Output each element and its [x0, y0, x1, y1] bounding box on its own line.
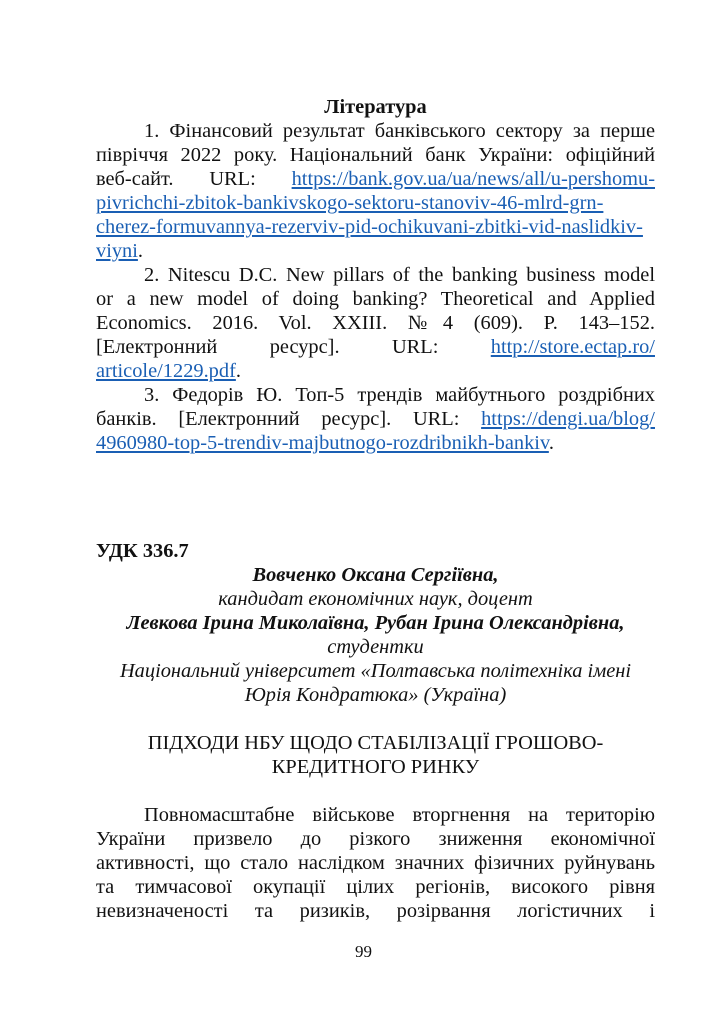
reference-link[interactable]: cherez-formuvannya-rezerviv-pid-ochikuvani-zbitki-vid-naslidkiv- [96, 216, 643, 238]
reference-prefix-resource2: ресурс]. [321, 408, 392, 430]
reference-line: 3. Федорів Ю. Топ-5 трендів майбутнього роздрібних [144, 384, 655, 406]
references-heading: Література [324, 96, 427, 118]
author-1-title: кандидат економічних наук, доцент [218, 588, 533, 610]
reference-url-line [96, 431, 655, 455]
reference-link[interactable]: https://bank.gov.ua/ua/news/all/u-pershomu- [291, 168, 655, 190]
reference-line: півріччя 2022 року. Національний банк України: офіційний [96, 144, 655, 166]
reference-prefix-url: URL: [412, 408, 460, 430]
reference-prefix-url: URL: [209, 168, 256, 190]
reference-line: Economics. 2016. Vol. XXIII. №4 (609). P. 143–152. [96, 312, 655, 334]
reference-link[interactable]: https://dengi.ua/blog/ [481, 408, 655, 430]
document-page [96, 95, 655, 923]
reference-url-line [96, 407, 655, 431]
body-line: невизначеності та ризиків, розірвання логістичних і [96, 900, 655, 922]
author-1-name: Вовченко Оксана Сергіївна, [252, 564, 499, 586]
reference-line: or a new model of doing banking? Theoretical and Applied [96, 288, 655, 310]
reference-item-3 [96, 383, 655, 455]
article-body [96, 803, 655, 923]
reference-prefix-banks: банків. [96, 408, 157, 430]
affiliation-line-2: Юрія Кондратюка» (Україна) [244, 684, 507, 706]
affiliation-line-1: Національний університет «Полтавська політехніка імені [119, 660, 632, 682]
body-line: України призвело до різкого зниження економічної [96, 828, 655, 850]
reference-url-line [96, 191, 655, 215]
article-title-line-1: ПІДХОДИ НБУ ЩОДО СТАБІЛІЗАЦІЇ ГРОШОВО- [147, 732, 604, 754]
reference-url-line [96, 215, 655, 239]
reference-url-line [96, 335, 655, 359]
body-line: Повномасштабне військове вторгнення на територію [144, 804, 655, 826]
body-line: активності, що стало наслідком значних фізичних руйнувань [96, 852, 655, 874]
reference-item-2 [96, 263, 655, 383]
reference-prefix-resource: [Електронний [96, 336, 218, 358]
reference-suffix: . [235, 360, 241, 382]
reference-prefix-resource2: ресурс]. [269, 336, 340, 358]
reference-url-line [96, 167, 655, 191]
reference-link[interactable]: 4960980-top-5-trendiv-majbutnogo-rozdribnikh-bankiv [96, 432, 549, 454]
reference-line: 1. Фінансовий результат банківського сектору за перше [144, 120, 655, 142]
reference-item-1 [96, 119, 655, 263]
reference-line: 2. Nitescu D.C. New pillars of the banking business model [144, 264, 655, 286]
reference-prefix-web: веб-сайт. [96, 168, 174, 190]
reference-link[interactable]: articole/1229.pdf [96, 360, 236, 382]
reference-link[interactable]: pivrichchi-zbitok-bankivskogo-sektoru-stanoviv-46-mlrd-grn- [96, 192, 604, 214]
reference-link[interactable]: http://store.ectap.ro/ [490, 336, 655, 358]
reference-suffix: . [137, 240, 144, 262]
page-number: 99 [355, 942, 372, 961]
reference-suffix: . [548, 432, 554, 454]
reference-prefix-resource: [Електронний [178, 408, 300, 430]
udk-code: УДК 336.7 [96, 540, 189, 562]
authors-2-title: студентки [327, 636, 424, 658]
body-line: та тимчасової окупації цілих регіонів, високого рівня [96, 876, 655, 898]
authors-2-names: Левкова Ірина Миколаївна, Рубан Ірина Олександрівна, [126, 612, 625, 634]
reference-url-line [96, 239, 655, 263]
reference-link[interactable]: viyni [96, 240, 138, 262]
reference-prefix-url: URL: [391, 336, 439, 358]
article-title-line-2: КРЕДИТНОГО РИНКУ [271, 756, 480, 778]
reference-url-line [96, 359, 655, 383]
